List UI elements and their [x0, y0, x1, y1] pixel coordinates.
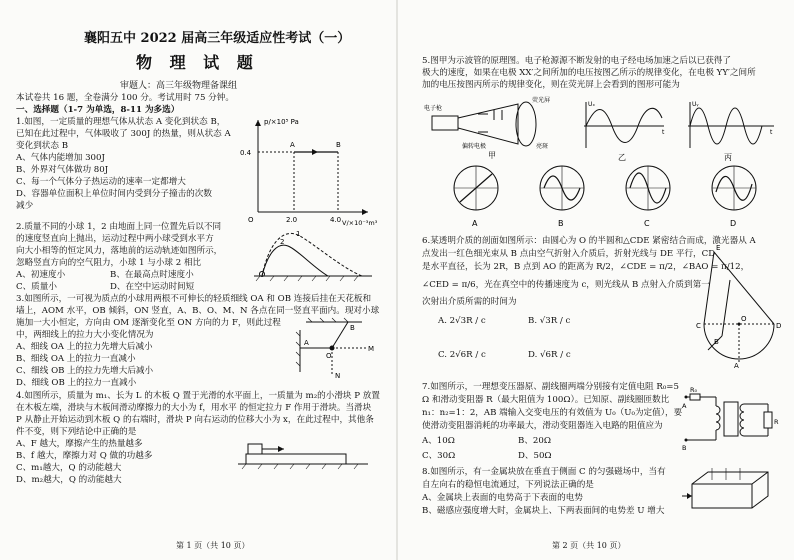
svg-text:C: C — [644, 219, 650, 228]
q5-uy-axis: Uᵧ — [692, 101, 699, 108]
q5-t-axis: t — [662, 129, 665, 136]
q1-x-axis-label: V/×10⁻³m³ — [342, 219, 378, 227]
q7-label-r: R — [774, 418, 779, 426]
q8-line: 自左向右的稳恒电流通过，下列说法正确的是 — [422, 480, 594, 490]
q6-label-c: C — [696, 322, 701, 330]
q2-label-2: 2 — [280, 238, 285, 246]
q7-line: 7.如图所示，一理想变压器原、副线圈两端分别接有定值电阻 R₀=5 — [422, 382, 679, 392]
q5-line: 5.图甲为示波管的原理图。电子枪源源不断发射的电子经电场加速之后以已获得了 — [422, 56, 731, 66]
q3-option: B、细线 OA 上的拉力一直减小 — [16, 354, 136, 364]
q2-line: 2.质量不同的小球 1，2 由地面上同一位置先后以不同 — [16, 222, 222, 232]
svg-text:D: D — [730, 219, 737, 228]
q6-label-e: E — [716, 244, 721, 252]
q5-choice-c — [626, 166, 670, 228]
page-1 — [0, 0, 396, 560]
q8-metal-block-figure — [682, 466, 774, 516]
q7-line: n₁：n₂=1：2，AB 端输入交变电压的有效值为 U₀（U₀为定值），要 — [422, 408, 683, 418]
q5-fig-c-label: 丙 — [724, 153, 732, 162]
q5-spot-label: 亮斑 — [536, 143, 549, 150]
q2-label-1: 1 — [296, 230, 301, 238]
q2-option: B、在最高点时速度小 — [110, 270, 194, 280]
q6-line: 点发出一红色细光束从 B 点由空气折射入介质后，折射光线与 DE 平行，CD — [422, 249, 716, 259]
q3-label-b: B — [350, 324, 355, 332]
q3-line: 中，两细线上的拉力大小变化情况为 — [16, 330, 154, 340]
q3-label-n: N — [335, 372, 341, 380]
q2-option: D、在空中运动时间短 — [110, 282, 195, 292]
svg-text:A: A — [472, 219, 478, 228]
q3-option: A、细线 OA 上的拉力先增大后减小 — [16, 342, 153, 352]
q3-option: C、细线 OB 上的拉力先增大后减小 — [16, 366, 154, 376]
q7-option: B、20Ω — [518, 436, 551, 446]
q1-line: 已知在此过程中，气体吸收了 300J 的热量，则从状态 A — [16, 129, 231, 139]
q4-option: B、f 越大，摩擦力对 Q 做的功越多 — [16, 451, 153, 461]
q3-string-figure — [292, 318, 382, 378]
exam-title: 襄阳五中 2022 届高三年级适应性考试（一） — [84, 31, 351, 46]
q1-point-b: B — [336, 141, 341, 149]
q8-line: 8.如图所示，有一金属块放在垂直于侧面 C 的匀强磁场中，当有 — [422, 467, 666, 477]
q1-line: 变化到状态 B — [16, 141, 69, 151]
q7-label-a: A — [682, 402, 687, 410]
q5-choice-d — [712, 166, 756, 228]
q2-option: A、初速度小 — [16, 270, 66, 280]
q5-deflection-label: 偏转电极 — [462, 143, 487, 150]
q5-choice-figures — [442, 162, 782, 232]
q1-x-tick: 4.0 — [330, 216, 342, 224]
q3-option: D、细线 OB 上的拉力一直减小 — [16, 378, 137, 388]
q5-fig-a-label: 甲 — [488, 151, 496, 160]
q6-option: D. √6R / c — [528, 350, 571, 360]
q4-line: P 从静止开始运动到木板 Q 的右端时，滑块 P 向右运动的位移大小为 x，在此过程中，其他条 — [16, 415, 374, 425]
q6-label-o: O — [741, 315, 747, 323]
q1-x-tick: 2.0 — [286, 216, 298, 224]
q1-option: D、容器单位面积上单位时间内受到分子撞击的次数 — [16, 189, 212, 199]
q4-option: D、m₂越大，Q 的动能越大 — [16, 475, 122, 485]
q4-line: 4.如图所示，质量为 m₁、长为 L 的木板 Q 置于光滑的水平面上，一质量为 m₂的小滑块 P 放置 — [16, 391, 380, 401]
page-2 — [398, 0, 794, 560]
q2-option: C、质量小 — [16, 282, 57, 292]
q6-label-b: B — [714, 338, 719, 346]
q5-line: 极大的速度，如果在电极 XX′之间所加的电压按图乙所示的规律变化，在电极 YY′之间所 — [422, 68, 756, 78]
q6-medium-figure — [694, 240, 784, 370]
q3-label-m: M — [368, 345, 375, 353]
q5-oscilloscope-figure — [422, 94, 562, 160]
q6-label-a: A — [734, 362, 739, 370]
q7-option: C、30Ω — [422, 451, 456, 461]
q4-line: 件不变，则下列结论中正确的是 — [16, 427, 137, 437]
q6-line: 是水平直径，长为 2R，B 点到 AO 的距离为 R/2，∠CDE = π/2，∠BAO = π/12， — [422, 262, 750, 272]
q7-option: D、50Ω — [518, 451, 552, 461]
q4-line: 在木板左端，滑块与木板间滑动摩擦力的大小为 f，用水平 的恒定拉力 F 作用于滑块。当滑块 — [16, 403, 372, 413]
q8-option: B、磁感应强度增大时，金属块上、下两表面间的电势差 U 增大 — [422, 506, 665, 516]
q5-fig-b-label: 乙 — [618, 153, 626, 162]
q1-option: 减少 — [16, 201, 34, 211]
q7-line: Ω 和滑动变阻器 R（最大阻值为 100Ω）。已知原、副线圈匝数比 — [422, 395, 670, 405]
q7-option: A、10Ω — [422, 436, 455, 446]
q1-pv-graph — [238, 112, 378, 236]
q7-label-b: B — [682, 444, 687, 452]
q1-point-a: A — [290, 141, 295, 149]
q5-choice-b — [540, 166, 584, 228]
q3-line: 施加一大小恒定，方向由 OM 逐渐变化至 ON 方向的力 F，则此过程 — [16, 318, 281, 328]
q2-line: 的速度竖直向上抛出，运动过程中两小球受到水平方 — [16, 234, 214, 244]
q6-line: 6.某透明介质的剖面如图所示：由圆心为 O 的半圆和△CDE 紧密结合而成，激光器从 A — [422, 236, 756, 246]
q7-label-r0: R₀ — [690, 386, 698, 394]
q5-ux-graph — [578, 98, 668, 162]
exam-subtitle: 物 理 试 题 — [136, 53, 259, 72]
q1-option: C、每一个气体分子热运动的速率一定都增大 — [16, 177, 186, 187]
q5-uy-graph — [682, 98, 778, 162]
q1-option: B、外界对气体做功 80J — [16, 165, 109, 175]
q1-origin: O — [248, 216, 254, 224]
q5-line: 加的电压按图丙所示的规律变化，则在荧光屏上会看到的图形可能为 — [422, 80, 680, 90]
q6-option: C. 2√6R / c — [438, 350, 486, 360]
q1-option: A、气体内能增加 300J — [16, 153, 105, 163]
q1-p-value: 0.4 — [240, 149, 252, 157]
q5-electron-gun-label: 电子枪 — [424, 105, 443, 112]
q7-line: 使滑动变阻器消耗的功率最大，滑动变阻器连入电路的阻值应为 — [422, 421, 663, 431]
q6-option: A. 2√3R / c — [438, 316, 486, 326]
q3-label-a: A — [304, 339, 309, 347]
q5-screen-label: 荧光屏 — [532, 97, 551, 104]
q5-t-axis-2: t — [770, 129, 773, 136]
q3-line: 3.如图所示，一可视为质点的小球用两根不可伸长的轻质细线 OA 和 OB 连接后挂在天花板和 — [16, 294, 372, 304]
q4-option: C、m₁越大，Q 的动能越大 — [16, 463, 122, 473]
page-1-footer: 第 1 页（共 10 页） — [176, 541, 250, 550]
q5-choice-a — [454, 166, 498, 228]
q6-option: B. √3R / c — [528, 316, 571, 326]
q2-trajectory-figure — [250, 228, 374, 284]
q4-option: A、F 越大，摩擦产生的热量越多 — [16, 439, 143, 449]
q3-line: 墙上，AOM 水平，OB 倾斜，ON 竖直，A、B、O、M、N 各点在同一竖直平面内。现对小球 — [16, 306, 380, 316]
q8-option: A、金属块上表面的电势高于下表面的电势 — [422, 493, 583, 503]
q1-line: 1.如图，一定质量的理想气体从状态 A 变化到状态 B， — [16, 117, 226, 127]
q6-line: ∠CED = π/6，光在真空中的传播速度为 c，则光线从 B 点射入介质到第一 — [422, 280, 710, 290]
q2-line: 向大小相等的恒定风力，落地前的运动轨迹如图所示， — [16, 246, 223, 256]
q7-transformer-figure — [682, 386, 782, 452]
exam-info: 本试卷共 16 题，全卷满分 100 分。考试用时 75 分钟。 — [16, 93, 234, 103]
q1-y-axis-label: p/×10⁵ Pa — [264, 118, 299, 126]
q5-ux-axis: Uₓ — [588, 101, 596, 108]
q6-label-d: D — [776, 322, 782, 330]
q4-block-figure — [232, 432, 372, 472]
q3-label-o: O — [326, 352, 332, 360]
page-2-footer: 第 2 页（共 10 页） — [552, 541, 626, 550]
q2-line: 忽略竖直方向的空气阻力，小球 1 与小球 2 相比 — [16, 258, 202, 268]
q6-line: 次射出介质所需的时间为 — [422, 297, 517, 307]
reviewer-line: 审题人：高三年级物理备课组 — [120, 81, 238, 91]
section-title: 一、选择题（1-7 为单选，8-11 为多选） — [16, 105, 180, 115]
svg-text:B: B — [558, 219, 564, 228]
